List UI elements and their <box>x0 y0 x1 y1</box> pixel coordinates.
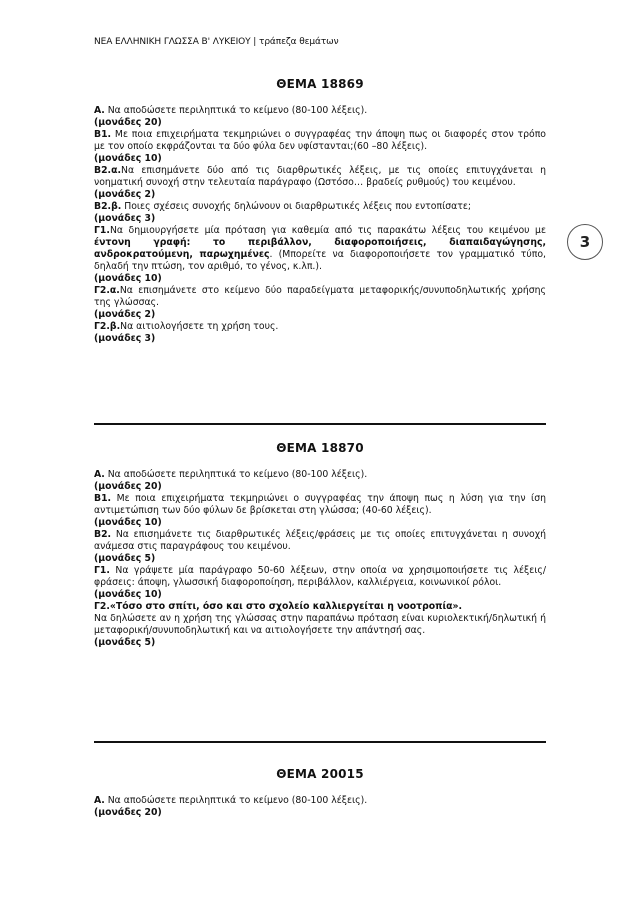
document-header: ΝΕΑ ΕΛΛΗΝΙΚΗ ΓΛΩΣΣΑ Β' ΛΥΚΕΙΟΥ | τράπεζα θεμάτων <box>94 37 339 47</box>
question-label: Β1. <box>94 129 112 140</box>
page-number-badge: 3 <box>567 224 603 260</box>
question-b1 <box>94 129 546 153</box>
section-18869 <box>94 77 546 345</box>
marks: (μονάδες 5) <box>94 553 156 564</box>
question-label: Α. <box>94 795 105 806</box>
question-a <box>94 105 546 117</box>
question-g2b <box>94 321 546 333</box>
marks: (μονάδες 20) <box>94 807 162 818</box>
question-text-block: Να δηλώσετε αν η χρήση της γλώσσας στην παραπάνω πρόταση είναι κυριολεκτική/δηλωτική ή μεταφορική/συνυποδηλωτική και να αιτιολογήσετε την απάντησή σας. <box>94 613 546 636</box>
marks: (μονάδες 10) <box>94 589 162 600</box>
question-b2b <box>94 201 546 213</box>
section-divider <box>94 423 546 425</box>
question-label: Γ1. <box>94 225 110 236</box>
marks: (μονάδες 10) <box>94 517 162 528</box>
question-text-after: . (Μπορείτε να διαφοροποιήσετε τον γραμματικό τύπο, δηλαδή την πτώση, τον αριθμό, το γένος, κ.λπ.). <box>94 249 546 272</box>
marks: (μονάδες 20) <box>94 481 162 492</box>
section-title: ΘΕΜΑ 20015 <box>276 767 364 781</box>
section-20015 <box>94 767 546 819</box>
section-title: ΘΕΜΑ 18869 <box>276 77 364 91</box>
question-text: Να επισημάνετε στο κείμενο δύο παραδείγματα μεταφορικής/συνυποδηλωτικής χρήσης της γλώσσας. <box>94 285 546 308</box>
marks: (μονάδες 2) <box>94 309 156 320</box>
question-text: Να αποδώσετε περιληπτικά το κείμενο (80-100 λέξεις). <box>104 105 368 116</box>
question-label: Β2.β. <box>94 201 122 212</box>
question-text: Να γράψετε μία παράγραφο 50-60 λέξεων, στην οποία να χρησιμοποιήσετε τις λέξεις/φράσεις: άποψη, γλωσσική διαφοροποίηση, περιβάλλον, καλλιέργεια, κοινωνικοί ρόλοι. <box>94 565 546 588</box>
question-g1 <box>94 225 546 273</box>
question-label: Γ2.α. <box>94 285 120 296</box>
question-bold-words: έντονη γραφή: το περιβάλλον, διαφοροποιήσεις, διαπαιδαγώγησης, ανδροκρατούμενη, παρωχημένες <box>94 237 546 260</box>
section-title: ΘΕΜΑ 18870 <box>276 441 364 455</box>
section-18870 <box>94 441 546 649</box>
question-text: Με ποια επιχειρήματα τεκμηριώνει ο συγγραφέας την άποψη πως η λύση για την ίση αντιμετώπιση των δύο φύλων δε βρίσκεται στη γλώσσα; (40-60 λέξεις). <box>94 493 546 516</box>
question-label: Γ2.β. <box>94 321 121 332</box>
question-a <box>94 795 546 807</box>
marks: (μονάδες 20) <box>94 117 162 128</box>
question-label: Γ1. <box>94 565 110 576</box>
question-text: Να δημιουργήσετε μία πρόταση για καθεμία από τις παρακάτω λέξεις του κειμένου με <box>109 225 546 236</box>
question-b2a <box>94 165 546 189</box>
marks: (μονάδες 5) <box>94 637 156 648</box>
question-label: Γ2.«Τόσο στο σπίτι, όσο και στο σχολείο καλλιεργείται η νοοτροπία». <box>94 601 463 612</box>
marks: (μονάδες 10) <box>94 273 162 284</box>
question-text: Να αποδώσετε περιληπτικά το κείμενο (80-100 λέξεις). <box>104 795 368 806</box>
question-label: Β2.α. <box>94 165 122 176</box>
marks: (μονάδες 3) <box>94 333 156 344</box>
question-text: Να επισημάνετε τις διαρθρωτικές λέξεις/φράσεις με τις οποίες επιτυγχάνεται η συνοχή ανάμεσα στις παραγράφους του κειμένου. <box>94 529 546 552</box>
marks: (μονάδες 3) <box>94 213 156 224</box>
question-text: Να αποδώσετε περιληπτικά το κείμενο (80-100 λέξεις). <box>104 469 368 480</box>
question-b2 <box>94 529 546 553</box>
question-g1 <box>94 565 546 589</box>
question-a <box>94 469 546 481</box>
marks: (μονάδες 10) <box>94 153 162 164</box>
question-text: Να αιτιολογήσετε τη χρήση τους. <box>120 321 279 332</box>
marks: (μονάδες 2) <box>94 189 156 200</box>
question-g2 <box>94 601 546 613</box>
question-text: Ποιες σχέσεις συνοχής δηλώνουν οι διαρθρωτικές λέξεις που εντοπίσατε; <box>121 201 471 212</box>
question-label: Α. <box>94 105 105 116</box>
question-label: Β1. <box>94 493 112 504</box>
question-text: Με ποια επιχειρήματα τεκμηριώνει ο συγγραφέας την άποψη πως οι διαφορές στον τρόπο με τον οποίο εκφράζονται τα δύο φύλα δεν υφίστανται;(60 –80 λέξεις). <box>94 129 546 152</box>
question-b1 <box>94 493 546 517</box>
section-divider <box>94 741 546 743</box>
question-label: Β2. <box>94 529 112 540</box>
question-g2a <box>94 285 546 309</box>
question-label: Α. <box>94 469 105 480</box>
question-text: Να επισημάνετε δύο από τις διαρθρωτικές λέξεις, με τις οποίες επιτυγχάνεται η νοηματική συνοχή στην τελευταία παράγραφο (Ωστόσο… βραδείς ρυθμούς) του κειμένου. <box>94 165 546 188</box>
